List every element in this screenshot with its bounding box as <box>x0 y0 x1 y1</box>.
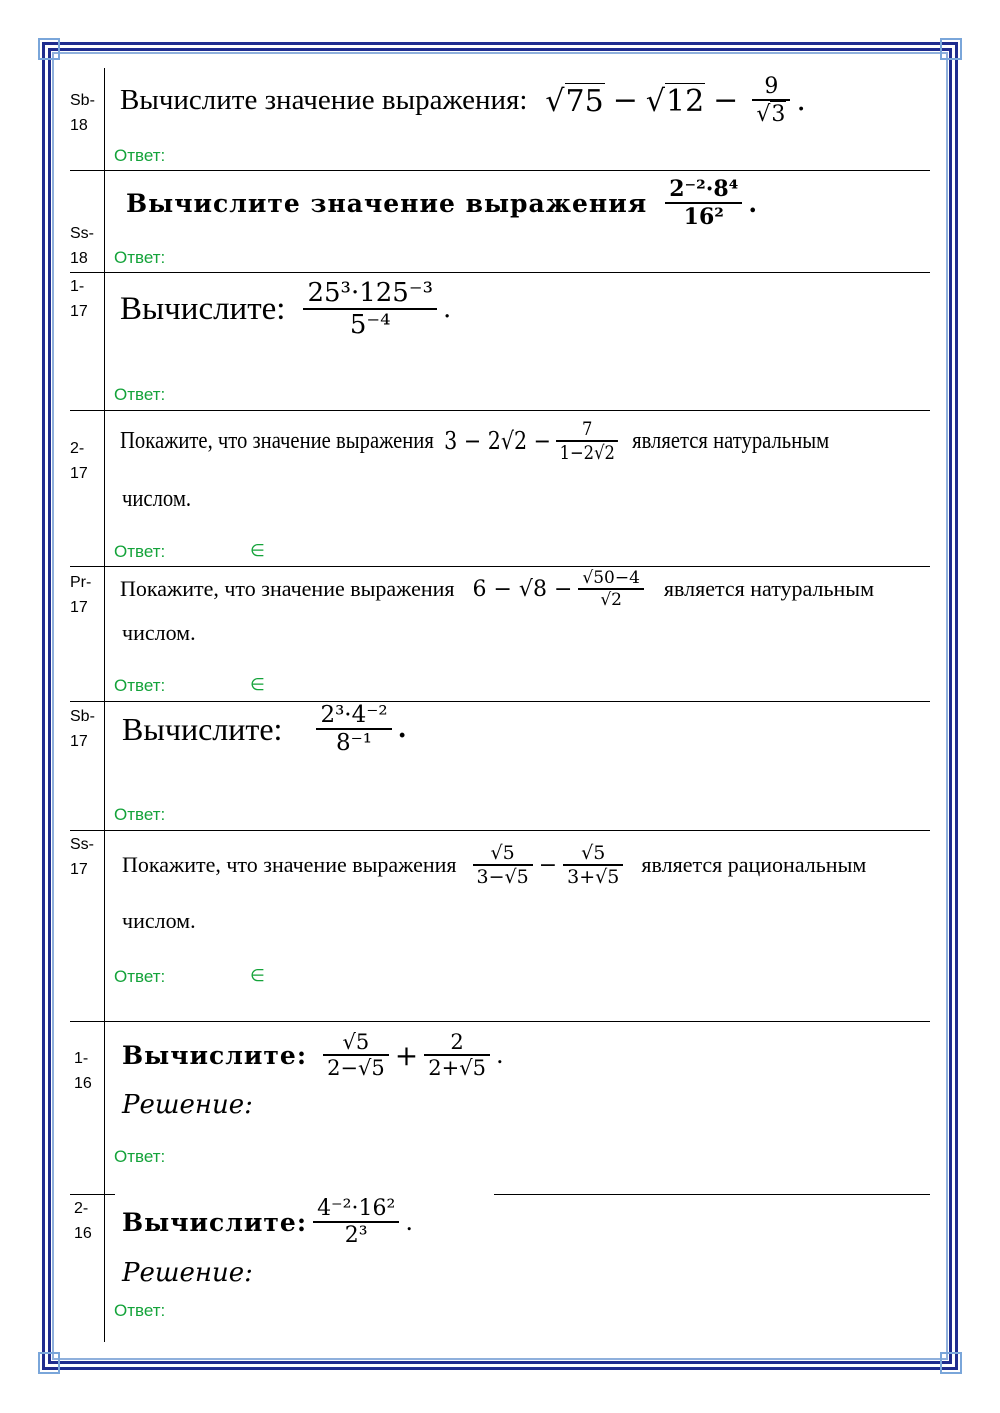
row-divider <box>70 170 930 171</box>
task-code-line: Pr- <box>70 574 92 591</box>
task-text-tail: является натуральным <box>632 427 830 454</box>
fraction <box>424 1030 490 1080</box>
numerator: √5 <box>490 842 515 864</box>
task-text: Вычислите: <box>122 710 283 747</box>
minus-sign: − <box>538 852 558 878</box>
task-code-line: 17 <box>70 465 88 482</box>
period: . <box>796 83 806 118</box>
answer-label: Ответ: <box>114 676 166 695</box>
task-text-continuation: числом. <box>122 620 196 645</box>
task-code-line: Sb- <box>70 708 95 725</box>
task-text: Вычислите: <box>120 290 286 327</box>
answer-label: Ответ: <box>114 805 166 824</box>
task-code-line: 1- <box>70 278 85 295</box>
task-statement <box>120 74 806 127</box>
fraction <box>578 568 644 610</box>
task-statement <box>126 176 757 230</box>
numerator: 2³·4⁻² <box>320 702 388 728</box>
task-text-continuation: числом. <box>122 486 192 512</box>
task-code <box>74 1196 104 1246</box>
denominator: 2³ <box>344 1223 368 1248</box>
column-divider <box>104 68 105 1342</box>
frame-corner-top-right <box>940 38 962 60</box>
denominator: 8⁻¹ <box>336 730 373 756</box>
task-text-tail: является натуральным <box>663 576 874 601</box>
task-code <box>70 832 100 882</box>
solution-label: Решение: <box>122 1090 253 1120</box>
element-symbol: ∈ <box>250 675 265 695</box>
denominator: 1−2√2 <box>559 442 615 464</box>
radicand: 3 <box>771 102 786 127</box>
task-code-line: 2- <box>70 440 85 457</box>
task-text-tail: является рациональным <box>641 852 867 877</box>
task-text: Покажите, что значение выражения <box>120 427 434 454</box>
task-code-line: 1- <box>74 1050 89 1067</box>
period: . <box>397 714 407 744</box>
period: . <box>405 1208 413 1236</box>
numerator: 2⁻²·8⁴ <box>669 176 739 202</box>
numerator: 2 <box>450 1030 464 1054</box>
element-symbol: ∈ <box>250 541 265 561</box>
task-code-line: 17 <box>70 861 88 878</box>
task-statement <box>120 418 829 464</box>
expression: 3 − 2√2 − <box>444 427 551 455</box>
fraction <box>316 702 391 756</box>
task-code-line: Ss- <box>70 836 94 853</box>
radicand: 12 <box>665 83 705 119</box>
solution-label: Решение: <box>122 1258 253 1288</box>
denominator: 2+√5 <box>428 1056 486 1080</box>
numerator: √5 <box>342 1030 370 1054</box>
denominator: 5⁻⁴ <box>349 310 391 340</box>
task-code-line: 16 <box>74 1225 92 1242</box>
task-statement <box>120 568 874 610</box>
answer-label: Ответ: <box>114 385 166 404</box>
fraction <box>313 1196 399 1248</box>
period: . <box>443 294 452 324</box>
frame-corner-bottom-right <box>940 1352 962 1374</box>
expression: 6 − √8 − <box>472 576 573 602</box>
answer-label: Ответ: <box>114 967 166 986</box>
denominator: √2 <box>600 590 622 610</box>
task-code-line: 18 <box>70 250 88 267</box>
task-code <box>70 274 100 324</box>
fraction <box>323 1030 389 1080</box>
task-statement <box>122 842 866 888</box>
answer-label: Ответ: <box>114 542 166 561</box>
task-code-line: Sb- <box>70 92 95 109</box>
answer-label: Ответ: <box>114 1147 166 1166</box>
plus-sign: + <box>394 1038 419 1072</box>
radicand: 75 <box>565 83 604 119</box>
numerator: √5 <box>581 842 606 864</box>
task-text-continuation: числом. <box>122 908 196 933</box>
row-divider <box>494 1194 930 1195</box>
task-statement <box>122 1030 504 1080</box>
radical: √12 <box>645 83 705 119</box>
task-code <box>70 704 100 754</box>
numerator: 25³·125⁻³ <box>307 278 433 308</box>
minus-sign: − <box>713 83 739 118</box>
fraction <box>303 278 437 340</box>
answer-label: Ответ: <box>114 1301 166 1320</box>
task-code-line: Ss- <box>70 225 94 242</box>
row-divider <box>70 830 930 831</box>
task-code-line: 16 <box>74 1075 92 1092</box>
row-divider <box>70 1194 115 1195</box>
frame-corner-top-left <box>38 38 60 60</box>
task-code <box>70 436 100 486</box>
minus-sign: − <box>612 83 638 118</box>
task-code-line: 2- <box>74 1200 89 1217</box>
task-code-line: 17 <box>70 733 88 750</box>
element-symbol: ∈ <box>250 966 265 986</box>
numerator: √50−4 <box>582 568 640 588</box>
task-text: Вычислите: <box>122 1040 308 1070</box>
task-code <box>70 88 100 138</box>
task-text: Вычислите: <box>122 1207 308 1237</box>
period: . <box>748 188 758 218</box>
radical: √75 <box>545 83 604 119</box>
task-code-line: 17 <box>70 599 88 616</box>
fraction <box>556 418 618 464</box>
expression <box>545 74 805 127</box>
row-divider <box>70 1021 930 1022</box>
fraction <box>473 842 533 888</box>
task-statement <box>122 702 407 756</box>
row-divider <box>70 272 930 273</box>
period: . <box>495 1041 504 1069</box>
task-code <box>70 221 100 271</box>
denominator: 16² <box>683 204 724 230</box>
denominator: 3+√5 <box>567 866 620 888</box>
answer-label: Ответ: <box>114 146 166 165</box>
numerator: 9 <box>764 74 779 99</box>
task-code <box>70 570 100 620</box>
task-code-line: 18 <box>70 117 88 134</box>
task-text: Вычислите значение выражения: <box>120 84 528 116</box>
row-divider <box>70 566 930 567</box>
denominator: √3 <box>756 102 786 127</box>
task-code <box>74 1046 104 1096</box>
fraction <box>665 176 742 230</box>
denominator: 2−√5 <box>327 1056 385 1080</box>
numerator: 4⁻²·16² <box>317 1196 396 1221</box>
frame-corner-bottom-left <box>38 1352 60 1374</box>
fraction <box>752 74 790 127</box>
denominator: 3−√5 <box>476 866 529 888</box>
numerator: 7 <box>582 418 593 440</box>
task-statement <box>120 278 451 340</box>
task-statement <box>122 1196 413 1248</box>
row-divider <box>70 410 930 411</box>
task-text: Покажите, что значение выражения <box>120 576 455 601</box>
task-text: Покажите, что значение выражения <box>122 852 457 877</box>
task-code-line: 17 <box>70 303 88 320</box>
task-text: Вычислите значение выражения <box>126 188 648 218</box>
fraction <box>563 842 623 888</box>
answer-label: Ответ: <box>114 248 166 267</box>
